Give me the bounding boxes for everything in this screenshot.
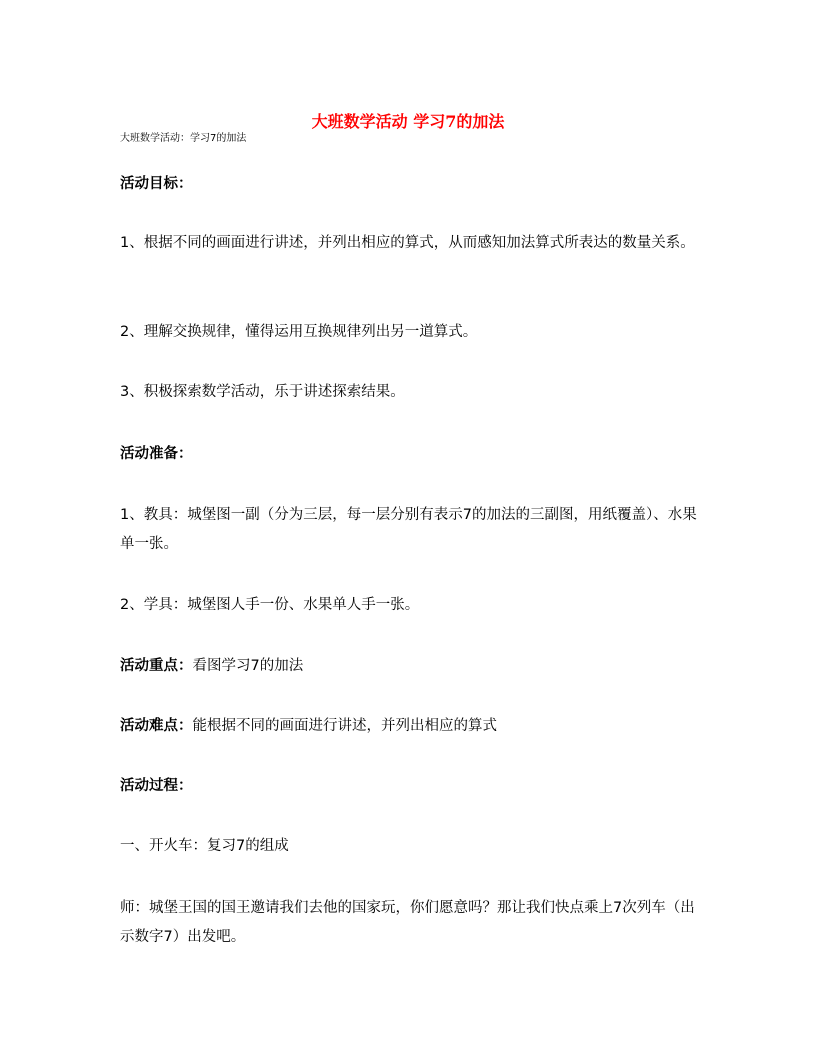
document-title: 大班数学活动 学习7的加法 — [311, 112, 505, 131]
process-heading: 活动过程： — [120, 778, 193, 794]
prep-2: 2、学具：城堡图人手一份、水果单人手一张。 — [120, 597, 420, 613]
goal-1: 1、根据不同的画面进行讲述，并列出相应的算式，从而感知加法算式所表达的数量关系。 — [120, 235, 695, 251]
teacher-line: 师：城堡王国的国王邀请我们去他的国家玩，你们愿意吗？那让我们快点乘上7次列车（出示数字7）出发吧。 — [120, 900, 695, 945]
difficulty-text: 能根据不同的画面进行讲述，并列出相应的算式 — [192, 718, 497, 734]
goals-heading: 活动目标： — [120, 176, 193, 192]
prep-1: 1、教具：城堡图一副（分为三层，每一层分别有表示7的加法的三副图，用纸覆盖）、水果单一张。 — [120, 507, 697, 552]
prep-heading: 活动准备： — [120, 446, 193, 462]
focus-label: 活动重点： — [120, 658, 193, 674]
focus-text: 看图学习7的加法 — [192, 658, 304, 674]
focus-line — [120, 652, 700, 681]
document-subtitle: 大班数学活动：学习7的加法 — [120, 133, 247, 144]
difficulty-label: 活动难点： — [120, 718, 193, 734]
goal-3: 3、积极探索数学活动，乐于讲述探索结果。 — [120, 384, 405, 400]
difficulty-line — [120, 712, 700, 741]
step-1: 一、开火车：复习7的组成 — [120, 838, 289, 854]
goal-2: 2、理解交换规律，懂得运用互换规律列出另一道算式。 — [120, 324, 478, 340]
